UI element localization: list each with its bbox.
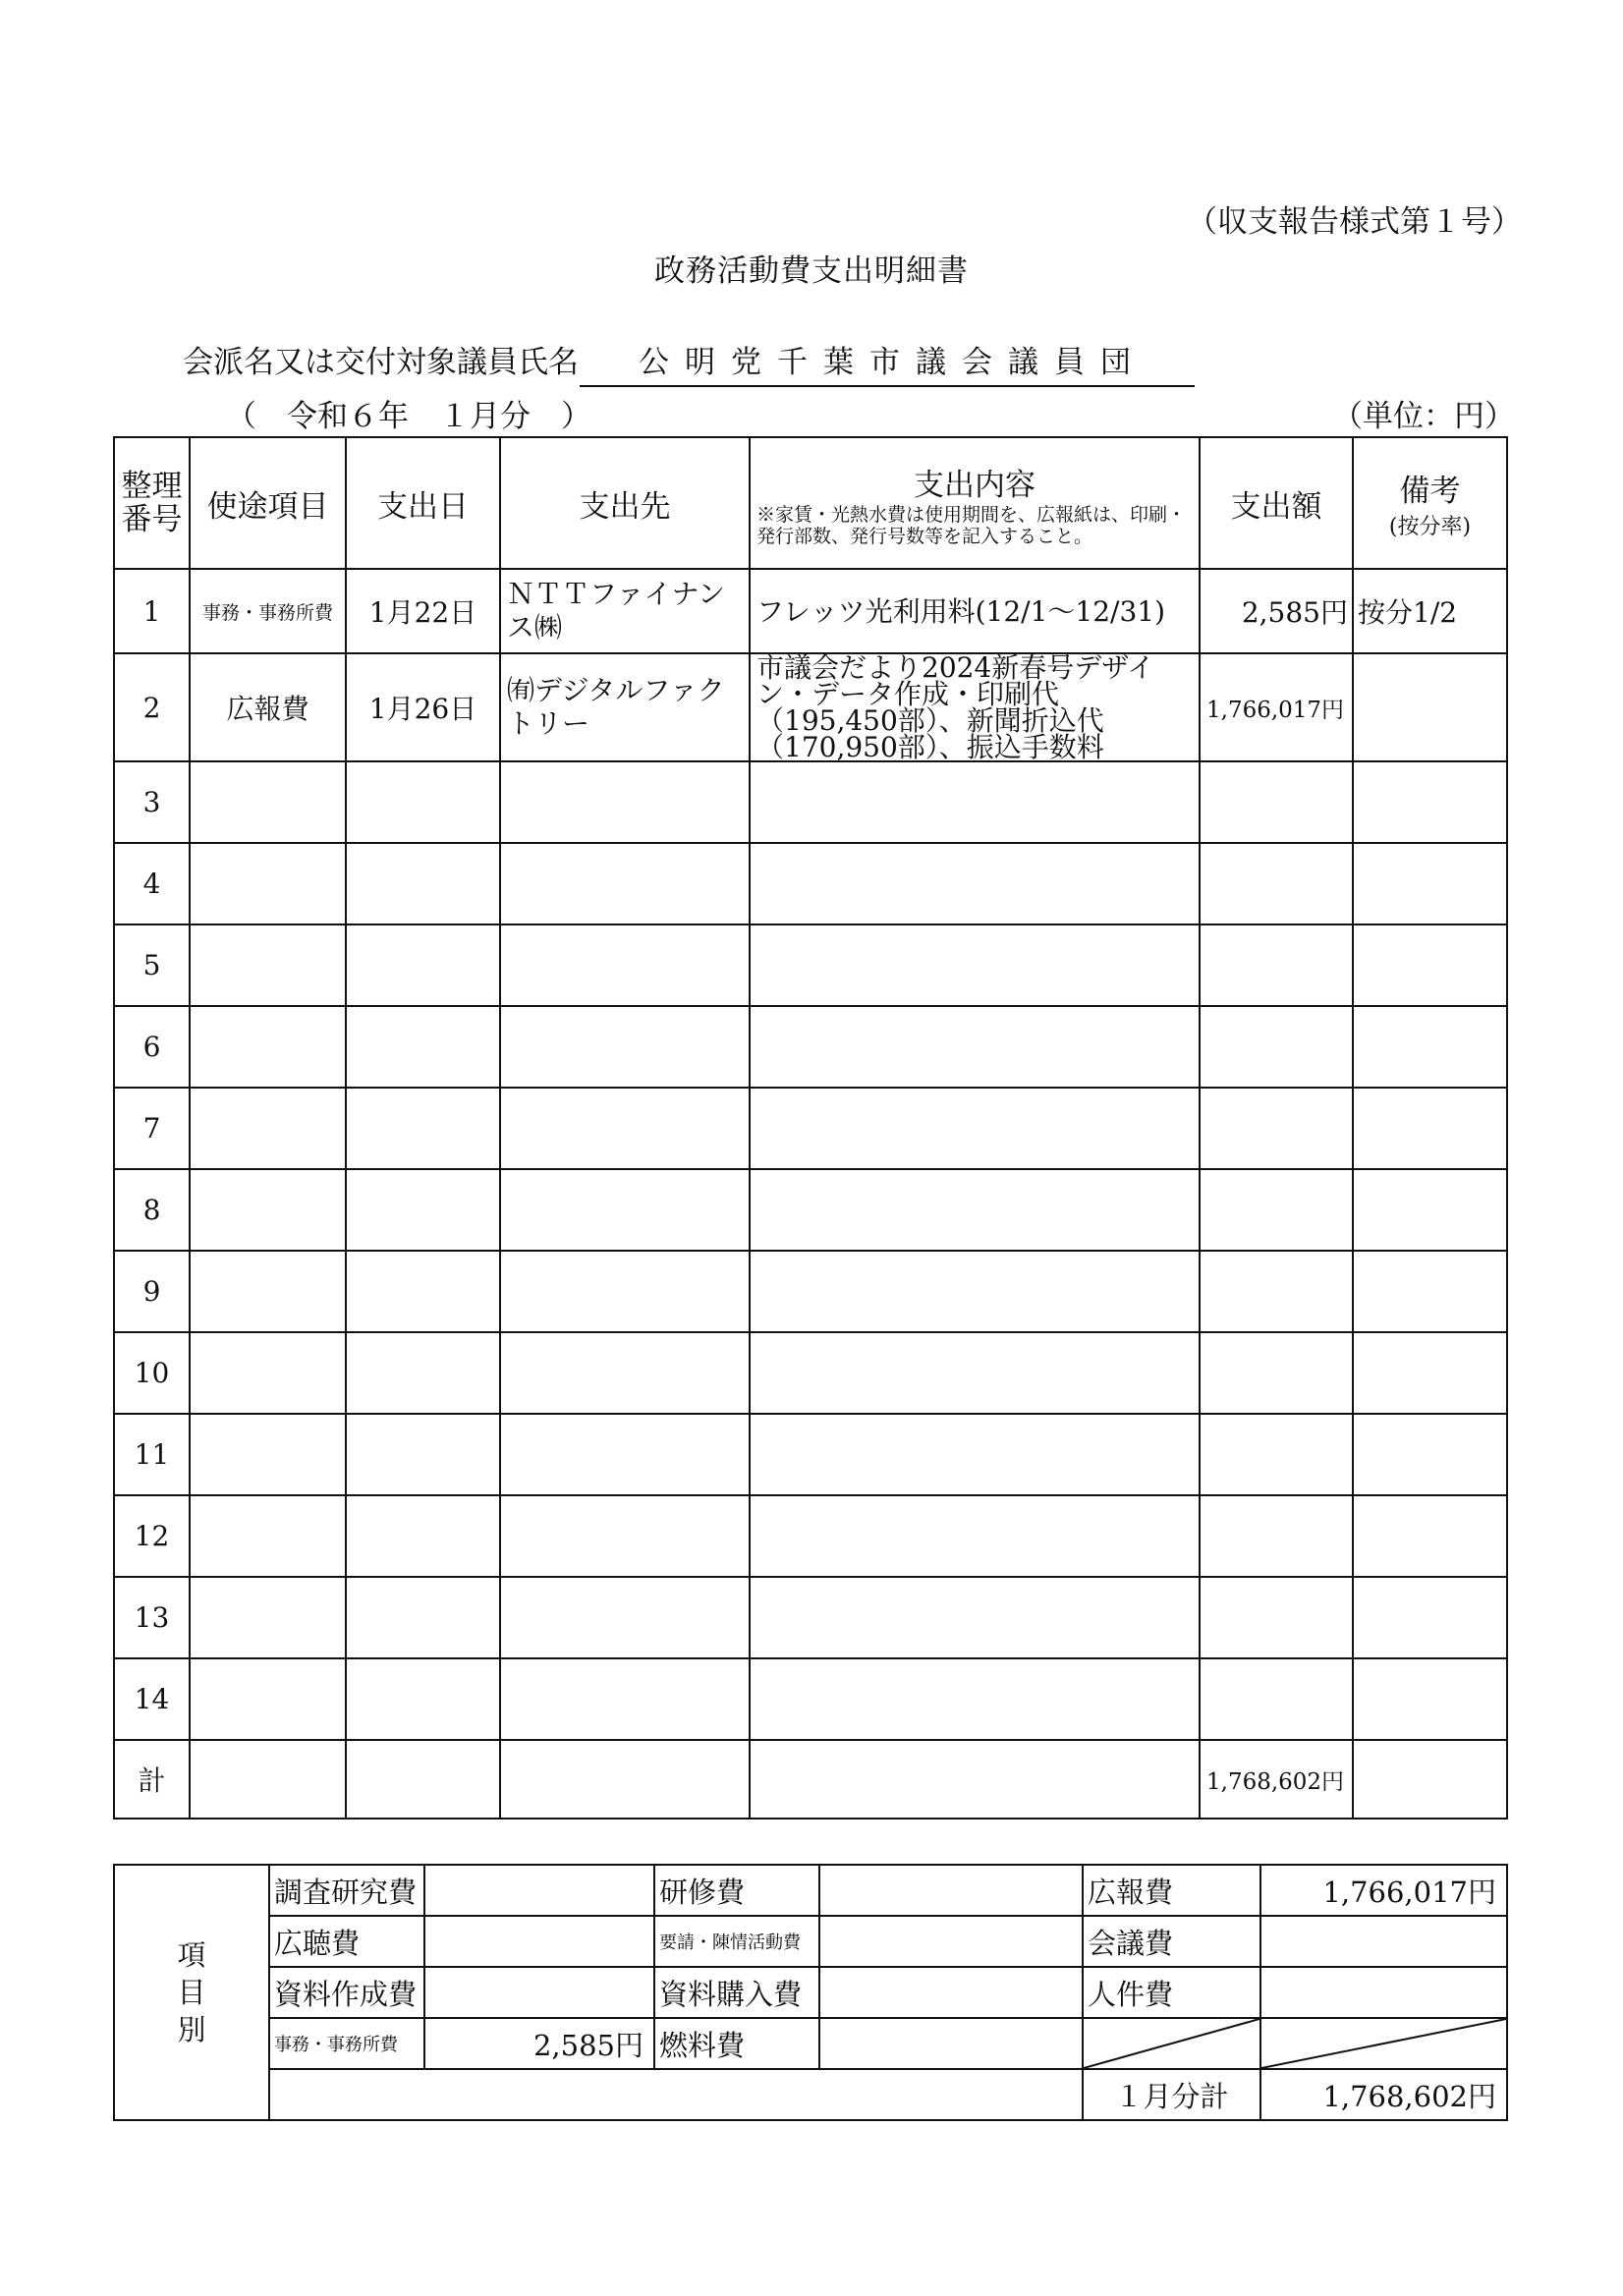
row-amount — [1200, 1251, 1353, 1332]
row-date — [346, 1414, 500, 1495]
row-no: 10 — [114, 1332, 190, 1414]
row-remarks — [1353, 1169, 1507, 1251]
summary-row — [114, 2018, 1507, 2069]
row-remarks — [1353, 1658, 1507, 1740]
row-no: 14 — [114, 1658, 190, 1740]
row-amount — [1200, 843, 1353, 924]
row-no: 8 — [114, 1169, 190, 1251]
petition-value — [819, 1916, 1083, 1967]
personnel-value — [1260, 1967, 1507, 2018]
row-amount — [1200, 1658, 1353, 1740]
row-payee: ＮＴＴファイナンス㈱ — [500, 569, 750, 653]
header-remarks — [1353, 437, 1507, 569]
currency-unit: （単位：円） — [1332, 399, 1515, 434]
table-row — [114, 1006, 1507, 1088]
row-category — [190, 1169, 346, 1251]
table-row — [114, 1495, 1507, 1577]
meeting-label: 会議費 — [1083, 1916, 1260, 1967]
document-title: 政務活動費支出明細書 — [654, 253, 969, 289]
row-category — [190, 1577, 346, 1658]
total-label: 計 — [114, 1740, 190, 1819]
row-amount — [1200, 1006, 1353, 1088]
diagonal-line — [1261, 2019, 1506, 2068]
row-amount — [1200, 924, 1353, 1006]
office-value: 2,585円 — [424, 2018, 654, 2069]
row-no: 4 — [114, 843, 190, 924]
diagonal-line — [1084, 2019, 1259, 2068]
row-content — [750, 1088, 1200, 1169]
total-category — [190, 1740, 346, 1819]
header-content — [750, 437, 1200, 569]
row-content — [750, 1658, 1200, 1740]
row-no: 11 — [114, 1414, 190, 1495]
header-payee: 支出先 — [500, 437, 750, 569]
row-category — [190, 1006, 346, 1088]
faction-name: 公明党千葉市議会議員団 — [580, 337, 1195, 387]
row-remarks — [1353, 1577, 1507, 1658]
diagonal-cell — [1083, 2018, 1260, 2069]
row-no: 3 — [114, 761, 190, 843]
table-row — [114, 924, 1507, 1006]
table-row — [114, 1332, 1507, 1414]
row-content — [750, 761, 1200, 843]
row-payee: ㈲デジタルファクトリー — [500, 653, 750, 761]
row-category — [190, 924, 346, 1006]
row-content — [750, 1251, 1200, 1332]
row-category — [190, 1414, 346, 1495]
row-no: 6 — [114, 1006, 190, 1088]
category-summary-table — [113, 1864, 1508, 2121]
row-amount — [1200, 1495, 1353, 1577]
row-date — [346, 924, 500, 1006]
row-payee — [500, 1414, 750, 1495]
total-remarks — [1353, 1740, 1507, 1819]
row-amount — [1200, 1577, 1353, 1658]
row-category — [190, 1658, 346, 1740]
summary-row — [114, 1865, 1507, 1916]
doc-creation-value — [424, 1967, 654, 2018]
table-row — [114, 843, 1507, 924]
research-value — [424, 1865, 654, 1916]
office-label: 事務・事務所費 — [269, 2018, 424, 2069]
row-payee — [500, 1495, 750, 1577]
hearing-value — [424, 1916, 654, 1967]
row-content: 市議会だより2024新春号デザイン・データ作成・印刷代（195,450部）、新聞折込代（170,950部）、振込手数料 — [750, 653, 1200, 761]
table-row — [114, 1251, 1507, 1332]
row-content — [750, 1414, 1200, 1495]
row-remarks — [1353, 1414, 1507, 1495]
table-row — [114, 1088, 1507, 1169]
row-category — [190, 1495, 346, 1577]
table-header-row — [114, 437, 1507, 569]
month-total-value: 1,768,602円 — [1260, 2069, 1507, 2120]
table-row — [114, 1658, 1507, 1740]
training-label: 研修費 — [654, 1865, 819, 1916]
doc-purchase-label: 資料購入費 — [654, 1967, 819, 2018]
doc-purchase-value — [819, 1967, 1083, 2018]
total-row — [114, 1740, 1507, 1819]
row-category: 広報費 — [190, 653, 346, 761]
row-remarks: 按分1/2 — [1353, 569, 1507, 653]
row-no: 9 — [114, 1251, 190, 1332]
row-no: 13 — [114, 1577, 190, 1658]
fuel-label: 燃料費 — [654, 2018, 819, 2069]
row-remarks — [1353, 761, 1507, 843]
header-content-note: ※家賃・光熱水費は使用期間を、広報紙は、印刷・発行部数、発行号数等を記入すること。 — [756, 503, 1187, 547]
row-remarks — [1353, 1251, 1507, 1332]
row-date — [346, 1006, 500, 1088]
row-date: 1月26日 — [346, 653, 500, 761]
row-remarks — [1353, 1495, 1507, 1577]
summary-row — [114, 1916, 1507, 1967]
row-date — [346, 843, 500, 924]
total-amount: 1,768,602円 — [1200, 1740, 1353, 1819]
fuel-value — [819, 2018, 1083, 2069]
total-content — [750, 1740, 1200, 1819]
row-no: 1 — [114, 569, 190, 653]
row-content — [750, 1495, 1200, 1577]
summary-blank-cell — [269, 2069, 1083, 2120]
table-row — [114, 569, 1507, 653]
row-content — [750, 1169, 1200, 1251]
row-remarks — [1353, 843, 1507, 924]
row-payee — [500, 1169, 750, 1251]
research-label: 調査研究費 — [269, 1865, 424, 1916]
row-content — [750, 1332, 1200, 1414]
faction-label: 会派名又は交付対象議員氏名 — [183, 345, 579, 380]
row-category — [190, 1251, 346, 1332]
row-no: 12 — [114, 1495, 190, 1577]
row-amount — [1200, 1169, 1353, 1251]
row-amount: 2,585円 — [1200, 569, 1353, 653]
header-category: 使途項目 — [190, 437, 346, 569]
petition-label: 要請・陳情活動費 — [654, 1916, 819, 1967]
row-content: フレッツ光利用料(12/1～12/31) — [750, 569, 1200, 653]
table-row — [114, 761, 1507, 843]
row-content — [750, 924, 1200, 1006]
form-id: （収支報告様式第１号） — [1187, 204, 1522, 240]
row-amount — [1200, 1332, 1353, 1414]
diagonal-cell — [1260, 2018, 1507, 2069]
summary-row — [114, 2069, 1507, 2120]
row-date — [346, 761, 500, 843]
row-category — [190, 843, 346, 924]
summary-side-char: 別 — [177, 2013, 206, 2046]
row-payee — [500, 843, 750, 924]
table-row — [114, 1414, 1507, 1495]
month-total-label: １月分計 — [1083, 2069, 1260, 2120]
pr-label: 広報費 — [1083, 1865, 1260, 1916]
summary-side-label — [114, 1865, 269, 2120]
row-content — [750, 843, 1200, 924]
row-amount — [1200, 1414, 1353, 1495]
doc-creation-label: 資料作成費 — [269, 1967, 424, 2018]
summary-side-char: 目 — [177, 1976, 206, 2009]
header-amount: 支出額 — [1200, 437, 1353, 569]
row-payee — [500, 1251, 750, 1332]
pr-value: 1,766,017円 — [1260, 1865, 1507, 1916]
summary-side-char: 項 — [177, 1938, 206, 1972]
header-remarks-title: 備考 — [1399, 474, 1461, 509]
row-remarks — [1353, 1006, 1507, 1088]
training-value — [819, 1865, 1083, 1916]
header-remarks-note: (按分率) — [1388, 515, 1472, 539]
table-row — [114, 1577, 1507, 1658]
row-amount — [1200, 761, 1353, 843]
row-content — [750, 1577, 1200, 1658]
row-payee — [500, 1658, 750, 1740]
row-payee — [500, 924, 750, 1006]
total-payee — [500, 1740, 750, 1819]
expenditure-table — [113, 436, 1508, 1820]
row-remarks — [1353, 924, 1507, 1006]
row-date — [346, 1088, 500, 1169]
row-category — [190, 1088, 346, 1169]
header-date: 支出日 — [346, 437, 500, 569]
row-no: 5 — [114, 924, 190, 1006]
row-remarks — [1353, 1088, 1507, 1169]
personnel-label: 人件費 — [1083, 1967, 1260, 2018]
total-date — [346, 1740, 500, 1819]
row-amount: 1,766,017円 — [1200, 653, 1353, 761]
row-payee — [500, 761, 750, 843]
row-date — [346, 1658, 500, 1740]
row-content — [750, 1006, 1200, 1088]
header-no: 整理番号 — [114, 437, 190, 569]
row-category — [190, 761, 346, 843]
row-date: 1月22日 — [346, 569, 500, 653]
table-row — [114, 653, 1507, 761]
meeting-value — [1260, 1916, 1507, 1967]
row-date — [346, 1169, 500, 1251]
row-payee — [500, 1006, 750, 1088]
row-category: 事務・事務所費 — [190, 569, 346, 653]
row-amount — [1200, 1088, 1353, 1169]
row-date — [346, 1332, 500, 1414]
row-date — [346, 1251, 500, 1332]
row-remarks — [1353, 653, 1507, 761]
row-date — [346, 1495, 500, 1577]
row-remarks — [1353, 1332, 1507, 1414]
row-no: 2 — [114, 653, 190, 761]
header-content-title: 支出内容 — [914, 467, 1035, 503]
summary-row — [114, 1967, 1507, 2018]
row-category — [190, 1332, 346, 1414]
reporting-period: （ 令和６年 １月分 ） — [226, 399, 591, 434]
row-date — [346, 1577, 500, 1658]
row-no: 7 — [114, 1088, 190, 1169]
row-payee — [500, 1088, 750, 1169]
row-payee — [500, 1577, 750, 1658]
hearing-label: 広聴費 — [269, 1916, 424, 1967]
table-row — [114, 1169, 1507, 1251]
row-payee — [500, 1332, 750, 1414]
